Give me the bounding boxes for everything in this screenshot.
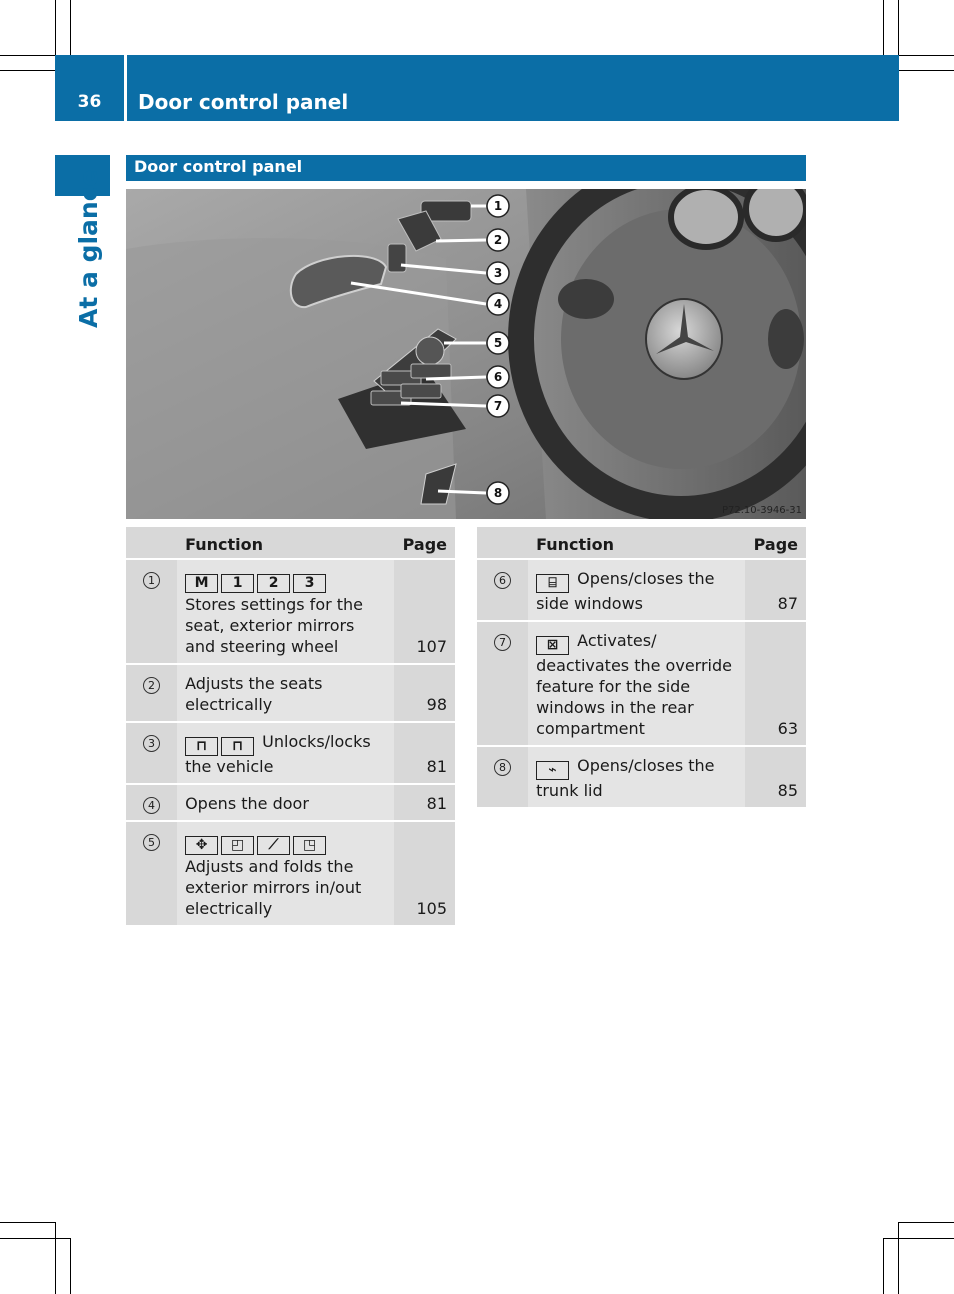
- unlock-icon: ⊓: [185, 737, 218, 756]
- callout-6: [487, 366, 509, 388]
- row-page: 87: [745, 560, 806, 622]
- row-number: 1: [126, 560, 177, 665]
- row-number: 7: [477, 622, 528, 747]
- page-number: 36: [77, 92, 102, 112]
- mirror-right-icon: ◳: [293, 836, 326, 855]
- row-number: 5: [126, 822, 177, 927]
- section-title: Door control panel: [134, 157, 303, 176]
- crop-mark: [0, 1238, 70, 1239]
- row-number: 4: [126, 785, 177, 822]
- door-panel-figure: [126, 189, 806, 519]
- header-num-cell: [126, 527, 177, 560]
- callout-2: [487, 229, 509, 251]
- table-header-row: [126, 527, 455, 560]
- header-num-cell: [477, 527, 528, 560]
- side-tab-label: At a glance: [74, 169, 103, 328]
- door-panel-illustration: [126, 189, 806, 519]
- row-number: 3: [126, 723, 177, 785]
- crop-mark: [883, 1238, 884, 1294]
- row-page: 85: [745, 747, 806, 809]
- svg-text:5: 5: [493, 336, 503, 350]
- memory-3-icon: 3: [293, 574, 326, 593]
- row-number: 8: [477, 747, 528, 809]
- header-title: Door control panel: [138, 90, 349, 114]
- row-page: 81: [394, 785, 455, 822]
- row-function: [177, 723, 394, 785]
- header-function: Function: [528, 527, 745, 560]
- row-text: Adjusts and folds the exterior mirrors in/out electrically: [185, 857, 362, 918]
- callout-1: [487, 195, 509, 217]
- row-function: [177, 822, 394, 927]
- mirror-fold-icon: ⟋: [257, 836, 290, 855]
- memory-m-icon: M: [185, 574, 218, 593]
- svg-text:7: 7: [493, 399, 503, 413]
- row-text: Adjusts the seats electrically: [185, 674, 323, 714]
- table-row: [126, 560, 455, 665]
- row-function: [177, 665, 394, 723]
- crop-mark: [883, 0, 884, 55]
- callout-5: [487, 332, 509, 354]
- table-row: [477, 560, 806, 622]
- memory-button-symbols: [185, 568, 386, 593]
- table-row: [477, 747, 806, 809]
- memory-1-icon: 1: [221, 574, 254, 593]
- row-number: 2: [126, 665, 177, 723]
- header-divider: [124, 55, 127, 121]
- row-function: [177, 560, 394, 665]
- crop-mark: [55, 1222, 56, 1294]
- callout-3: [487, 262, 509, 284]
- memory-2-icon: 2: [257, 574, 290, 593]
- callout-8: [487, 482, 509, 504]
- svg-text:1: 1: [493, 199, 503, 213]
- mirror-adjust-icon: ✥: [185, 836, 218, 855]
- row-page: 105: [394, 822, 455, 927]
- row-function: [528, 747, 745, 809]
- crop-mark: [70, 0, 71, 55]
- crop-mark: [884, 1238, 954, 1239]
- header-page: Page: [745, 527, 806, 560]
- svg-text:6: 6: [493, 370, 503, 384]
- window-icon: ⌸: [536, 574, 569, 593]
- table-row: [126, 822, 455, 927]
- svg-text:3: 3: [493, 266, 503, 280]
- crop-mark: [0, 70, 55, 71]
- row-number: 6: [477, 560, 528, 622]
- mirror-left-icon: ◰: [221, 836, 254, 855]
- crop-mark: [899, 1222, 954, 1223]
- row-text: Opens/closes the side windows: [536, 569, 715, 613]
- row-text: Unlocks/locks the vehicle: [185, 732, 371, 776]
- crop-mark: [70, 1238, 71, 1294]
- crop-mark: [0, 1222, 55, 1223]
- table-row: [126, 785, 455, 822]
- function-table-left: [126, 527, 455, 927]
- header-page: Page: [394, 527, 455, 560]
- function-table-right: [477, 527, 806, 809]
- svg-text:8: 8: [493, 486, 503, 500]
- table-row: [126, 723, 455, 785]
- row-text: Opens the door: [185, 794, 309, 813]
- svg-text:2: 2: [493, 233, 503, 247]
- row-page: 81: [394, 723, 455, 785]
- mirror-button-symbols: [185, 830, 386, 855]
- svg-text:4: 4: [493, 297, 503, 311]
- table-row: [477, 622, 806, 747]
- row-page: 107: [394, 560, 455, 665]
- override-lock-icon: ⊠: [536, 636, 569, 655]
- callout-7: [487, 395, 509, 417]
- table-header-row: [477, 527, 806, 560]
- table-row: [126, 665, 455, 723]
- row-page: 63: [745, 622, 806, 747]
- crop-mark: [898, 1222, 899, 1294]
- row-text: Stores settings for the seat, exterior mirrors and steering wheel: [185, 595, 364, 656]
- header-function: Function: [177, 527, 394, 560]
- trunk-icon: ⌁: [536, 761, 569, 780]
- lock-icon: ⊓: [221, 737, 254, 756]
- callout-4: [487, 293, 509, 315]
- row-page: 98: [394, 665, 455, 723]
- figure-caption: P72.10-3946-31: [721, 505, 802, 516]
- row-function: [528, 560, 745, 622]
- row-function: [528, 622, 745, 747]
- row-text: Activates/ deactivates the override feature for the side windows in the rear compartment: [536, 631, 732, 738]
- crop-mark: [899, 70, 954, 71]
- row-function: [177, 785, 394, 822]
- row-text: Opens/closes the trunk lid: [536, 756, 715, 800]
